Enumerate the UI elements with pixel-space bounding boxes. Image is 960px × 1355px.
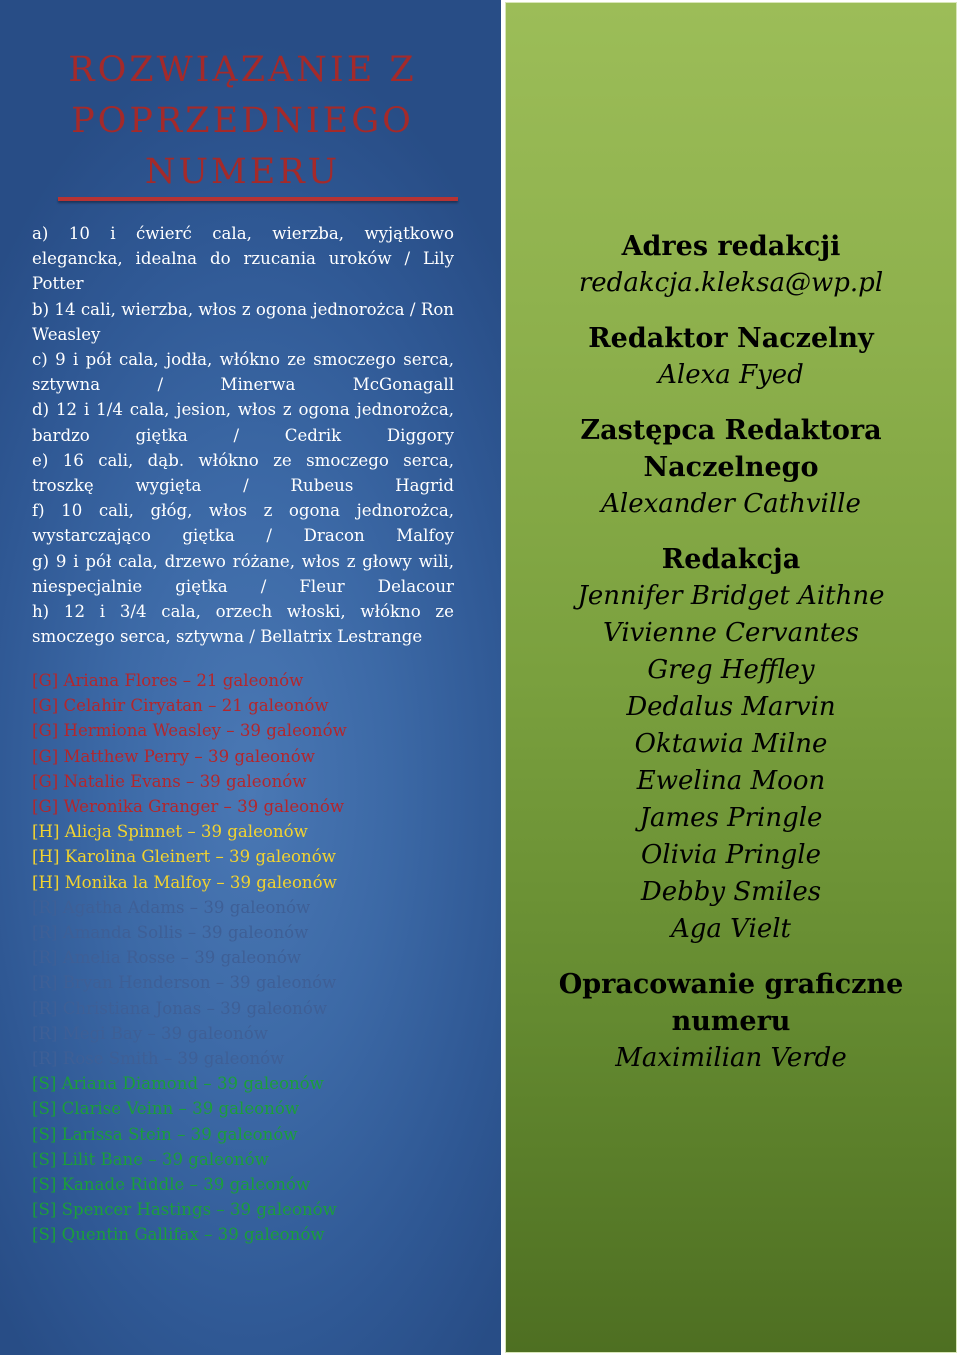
- winner-item: [G] Natalie Evans – 39 galeonów: [32, 771, 307, 791]
- credits-panel: [505, 228, 957, 1077]
- winner-item: [R] Amanda Sollis – 39 galeonów: [32, 923, 309, 943]
- winner-item: [S] Larissa Stein – 39 galeonów: [32, 1124, 298, 1144]
- staff-member: Oktawia Milne: [634, 729, 828, 759]
- graphics-heading: numeru: [671, 1006, 791, 1037]
- title-line: NUMERU: [144, 152, 341, 192]
- answer-item: d) 12 i 1/4 cala, jesion, włos z ogona jednorożca, bardzo giętka / Cedrik Diggory: [32, 400, 454, 445]
- answer-item: a) 10 i ćwierć cala, wierzba, wyjątkowo elegancka, idealna do rzucania uroków / Lily Potter: [32, 224, 454, 294]
- winner-item: [S] Quentin Gallifax – 39 galeonów: [32, 1225, 325, 1245]
- answer-item: e) 16 cali, dąb. włókno ze smoczego serca, troszkę wygięta / Rubeus Hagrid: [32, 450, 454, 496]
- graphics-heading: Opracowanie graficzne: [558, 969, 904, 1000]
- staff-member: Ewelina Moon: [636, 766, 826, 796]
- answer-item: c) 9 i pół cala, jodła, włókno ze smoczego serca, sztywna / Minerwa McGonagall: [32, 350, 454, 395]
- staff-heading: Redakcja: [661, 544, 801, 575]
- address-heading: Adres redakcji: [621, 231, 841, 262]
- deputy-name: Alexander Cathville: [601, 489, 861, 519]
- editor-heading: Redaktor Naczelny: [588, 323, 874, 354]
- winner-item: [R] Agatha Adams – 39 galeonów: [32, 897, 311, 917]
- title-divider: [58, 197, 458, 201]
- answers-list: [32, 221, 454, 649]
- staff-member: Dedalus Marvin: [626, 692, 836, 722]
- winner-item: [R] Bryan Henderson – 39 galeonów: [32, 973, 337, 993]
- winner-item: [H] Karolina Gleinert – 39 galeonów: [32, 847, 336, 867]
- winner-item: [G] Matthew Perry – 39 galeonów: [32, 746, 315, 766]
- answer-item: h) 12 i 3/4 cala, orzech włoski, włókno ze smoczego serca, sztywna / Bellatrix Lestrange: [32, 602, 454, 647]
- winner-item: [R] Megi Bay – 39 galeonów: [32, 1023, 268, 1043]
- winner-item: [S] Ariana Diamond – 39 galeonów: [32, 1074, 324, 1094]
- winners-list: [32, 668, 472, 1248]
- deputy-heading: Zastępca Redaktora: [580, 415, 882, 446]
- answer-item: f) 10 cali, głóg, włos z ogona jednorożca, wystarczająco giętka / Dracon Malfoy: [32, 501, 454, 546]
- staff-member: Olivia Pringle: [640, 840, 822, 870]
- staff-member: Aga Vielt: [671, 914, 791, 944]
- staff-member: Greg Heffley: [647, 655, 815, 685]
- winner-item: [R] Amelia Rosse – 39 galeonów: [32, 948, 302, 968]
- page-title: [60, 45, 425, 198]
- answer-item: b) 14 cali, wierzba, włos z ogona jednorożca / Ron Weasley: [32, 299, 454, 344]
- winner-item: [S] Kanade Riddle – 39 galeonów: [32, 1175, 311, 1195]
- address-email[interactable]: redakcja.kleksa@wp.pl: [578, 268, 884, 298]
- winner-item: [G] Ariana Flores – 21 galeonów: [32, 671, 304, 690]
- winner-item: [G] Weronika Granger – 39 galeonów: [32, 797, 345, 817]
- winner-item: [R] Christiana Jonas – 39 galeonów: [32, 998, 328, 1018]
- winner-item: [S] Spencer Hastings – 39 galeonów: [32, 1200, 337, 1220]
- title-line: POPRZEDNIEGO: [71, 101, 414, 141]
- winner-item: [R] Rose Smith – 39 galeonów: [32, 1049, 285, 1069]
- staff-member: James Pringle: [639, 803, 823, 833]
- deputy-heading: Naczelnego: [643, 452, 819, 483]
- winner-item: [H] Alicja Spinnet – 39 galeonów: [32, 822, 308, 842]
- winner-item: [S] Lilit Bane – 39 galeonów: [32, 1149, 269, 1169]
- staff-member: Vivienne Cervantes: [603, 618, 859, 648]
- staff-member: Jennifer Bridget Aithne: [577, 581, 885, 611]
- winner-item: [G] Hermiona Weasley – 39 galeonów: [32, 721, 347, 741]
- winner-item: [H] Monika la Malfoy – 39 galeonów: [32, 872, 337, 892]
- title-line: ROZWIĄZANIE Z: [68, 50, 417, 90]
- winner-item: [G] Celahir Ciryatan – 21 galeonów: [32, 696, 329, 716]
- editor-name: Alexa Fyed: [658, 360, 804, 390]
- winner-item: [S] Clarise Veinn – 39 galeonów: [32, 1099, 300, 1119]
- staff-member: Debby Smiles: [640, 877, 822, 907]
- answer-item: g) 9 i pół cala, drzewo różane, włos z głowy wili, niespecjalnie giętka / Fleur Delacour: [32, 551, 454, 596]
- graphics-name: Maximilian Verde: [615, 1043, 847, 1073]
